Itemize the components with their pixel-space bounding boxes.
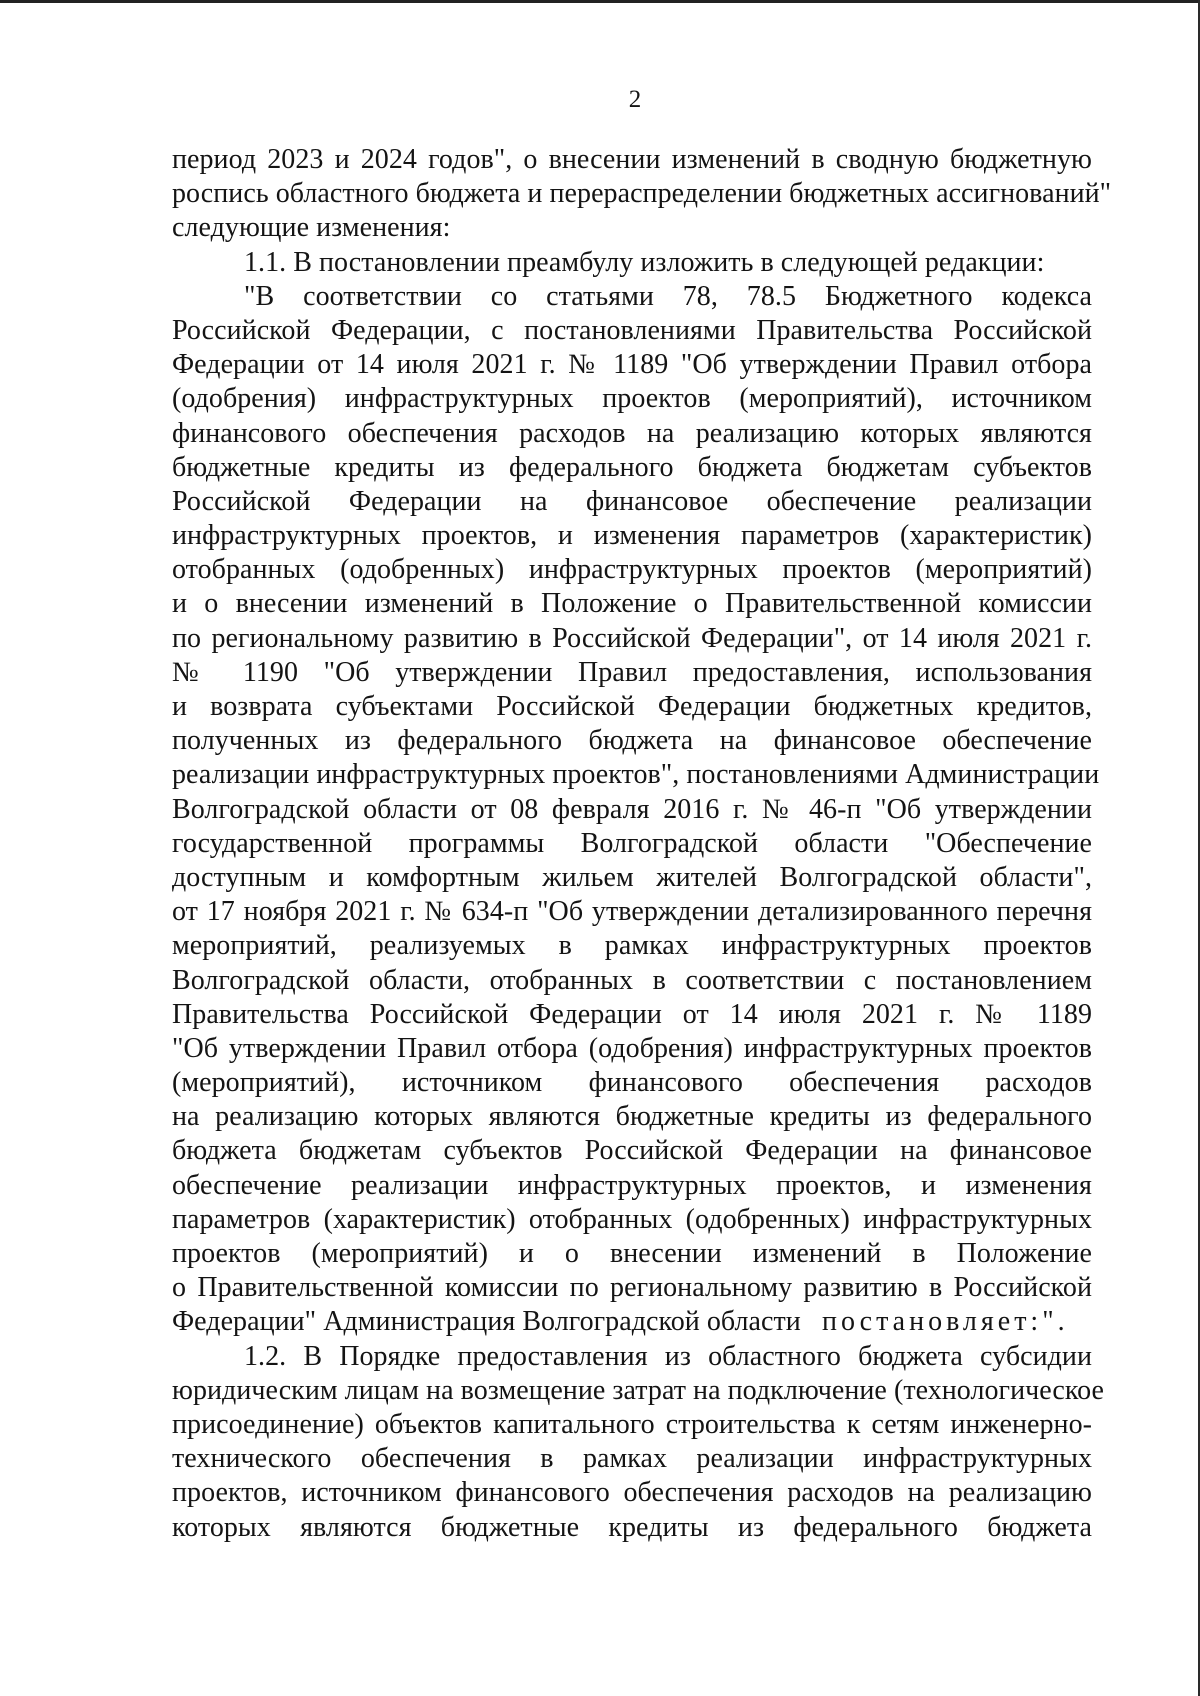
text-line-content: полученных из федерального бюджета на финансовое обеспечение: [172, 725, 1092, 757]
text-line: [172, 656, 1092, 690]
text-line-content: и возврата субъектами Российской Федерации бюджетных кредитов,: [172, 691, 1092, 722]
text-line: [172, 1408, 1092, 1442]
text-line: [172, 895, 1092, 929]
text-line: [172, 758, 1100, 792]
text-line-content: которых являются бюджетные кредиты из федерального бюджета: [172, 1511, 1092, 1543]
document-body: [172, 143, 1112, 1545]
text-line-content: реализации инфраструктурных проектов", постановлениями Администрации: [172, 759, 1100, 791]
text-line: [172, 1066, 1092, 1100]
resolution-word: постановляет:".: [821, 1306, 1069, 1338]
text-line: [172, 724, 1092, 758]
text-line: [172, 861, 1092, 895]
text-line: [172, 246, 1092, 280]
text-line-content: отобранных (одобренных) инфраструктурных проектов (мероприятий): [172, 554, 1092, 586]
text-line: [172, 1169, 1092, 1203]
text-line: [172, 587, 1092, 621]
text-line: [172, 1203, 1092, 1237]
text-line: [172, 211, 1092, 245]
text-line-content: параметров (характеристик) отобранных (одобренных) инфраструктурных: [172, 1203, 1092, 1235]
text-line-content: 1.1. В постановлении преамбулу изложить в следующей редакции:: [244, 246, 1045, 278]
text-line-content: технического обеспечения в рамках реализации инфраструктурных: [172, 1443, 1092, 1475]
text-line: [172, 417, 1092, 451]
text-line-content: период 2023 и 2024 годов", о внесении изменений в сводную бюджетную: [172, 144, 1092, 175]
text-line-content: проектов (мероприятий) и о внесении изменений в Положение: [172, 1238, 1092, 1269]
text-line: [172, 553, 1092, 587]
text-line-content: по региональному развитию в Российской Федерации", от 14 июля 2021 г.: [172, 622, 1092, 654]
text-line-content: следующие изменения:: [172, 212, 451, 244]
text-line-content: бюджета бюджетам субъектов Российской Федерации на финансовое: [172, 1135, 1092, 1167]
text-line: [172, 964, 1092, 998]
text-line-content: "В соответствии со статьями 78, 78.5 Бюджетного кодекса: [244, 280, 1092, 312]
text-line-content: Волгоградской области, отобранных в соответствии с постановлением: [172, 964, 1092, 996]
text-line: [172, 998, 1092, 1032]
text-line-content: Федерации от 14 июля 2021 г. № 1189 "Об утверждении Правил отбора: [172, 349, 1092, 381]
text-line-content: 1.2. В Порядке предоставления из областного бюджета субсидии: [244, 1340, 1092, 1372]
text-line: [172, 485, 1092, 519]
text-line-content: Федерации" Администрация Волгоградской области: [172, 1306, 801, 1338]
text-line: [172, 1374, 1105, 1408]
text-line: [172, 314, 1092, 348]
text-line: [172, 519, 1092, 553]
text-line: [172, 280, 1092, 314]
text-line-content: обеспечение реализации инфраструктурных проектов, и изменения: [172, 1169, 1092, 1201]
text-line-content: бюджетные кредиты из федерального бюджета бюджетам субъектов: [172, 451, 1092, 483]
text-line-content: инфраструктурных проектов, и изменения параметров (характеристик): [172, 520, 1092, 552]
text-line: [172, 451, 1092, 485]
text-line: [172, 382, 1092, 416]
text-line-content: Правительства Российской Федерации от 14 июля 2021 г. № 1189: [172, 998, 1092, 1030]
text-line-content: от 17 ноября 2021 г. № 634-п "Об утверждении детализированного перечня: [172, 896, 1092, 928]
text-line-content: о Правительственной комиссии по региональному развитию в Российской: [172, 1272, 1092, 1304]
text-line-content: "Об утверждении Правил отбора (одобрения) инфраструктурных проектов: [172, 1032, 1092, 1064]
text-line-content: роспись областного бюджета и перераспределении бюджетных ассигнований": [172, 178, 1112, 210]
text-line: [172, 622, 1092, 656]
scan-edge-top: [0, 0, 1200, 3]
text-line-content: государственной программы Волгоградской области "Обеспечение: [172, 827, 1092, 859]
page-number: 2: [628, 86, 642, 113]
text-line-content: на реализацию которых являются бюджетные кредиты из федерального: [172, 1101, 1092, 1133]
text-line-content: Волгоградской области от 08 февраля 2016 г. № 46-п "Об утверждении: [172, 793, 1092, 825]
text-line: [172, 1442, 1092, 1476]
text-line: [172, 1511, 1092, 1545]
text-line: [172, 1134, 1092, 1168]
text-line-content: (мероприятий), источником финансового обеспечения расходов: [172, 1067, 1092, 1099]
text-line-content: доступным и комфортным жильем жителей Волгоградской области",: [172, 861, 1092, 893]
text-line: [172, 1476, 1092, 1510]
text-line-content: (одобрения) инфраструктурных проектов (мероприятий), источником: [172, 383, 1092, 415]
text-line: [172, 1032, 1092, 1066]
text-line-content: финансового обеспечения расходов на реализацию которых являются: [172, 417, 1092, 449]
text-line: [172, 1271, 1092, 1305]
text-line: [172, 1305, 1092, 1339]
text-line: [172, 929, 1092, 963]
text-line: [172, 1237, 1092, 1271]
text-line: [172, 348, 1092, 382]
text-line: [172, 143, 1092, 177]
text-line: [172, 1100, 1092, 1134]
text-line-content: № 1190 "Об утверждении Правил предоставления, использования: [172, 656, 1092, 688]
text-line-content: присоединение) объектов капитального строительства к сетям инженерно-: [172, 1408, 1092, 1440]
text-line-content: Российской Федерации на финансовое обеспечение реализации: [172, 485, 1092, 517]
text-line: [172, 690, 1092, 724]
text-line: [172, 827, 1092, 861]
text-line-content: проектов, источником финансового обеспечения расходов на реализацию: [172, 1477, 1092, 1509]
text-line: [172, 793, 1092, 827]
text-line: [172, 1340, 1092, 1374]
text-line-content: Российской Федерации, с постановлениями Правительства Российской: [172, 314, 1092, 346]
text-line-content: юридическим лицам на возмещение затрат на подключение (технологическое: [172, 1374, 1105, 1406]
text-line: [172, 177, 1112, 211]
text-line-content: мероприятий, реализуемых в рамках инфраструктурных проектов: [172, 930, 1092, 962]
text-line-content: и о внесении изменений в Положение о Правительственной комиссии: [172, 588, 1092, 620]
